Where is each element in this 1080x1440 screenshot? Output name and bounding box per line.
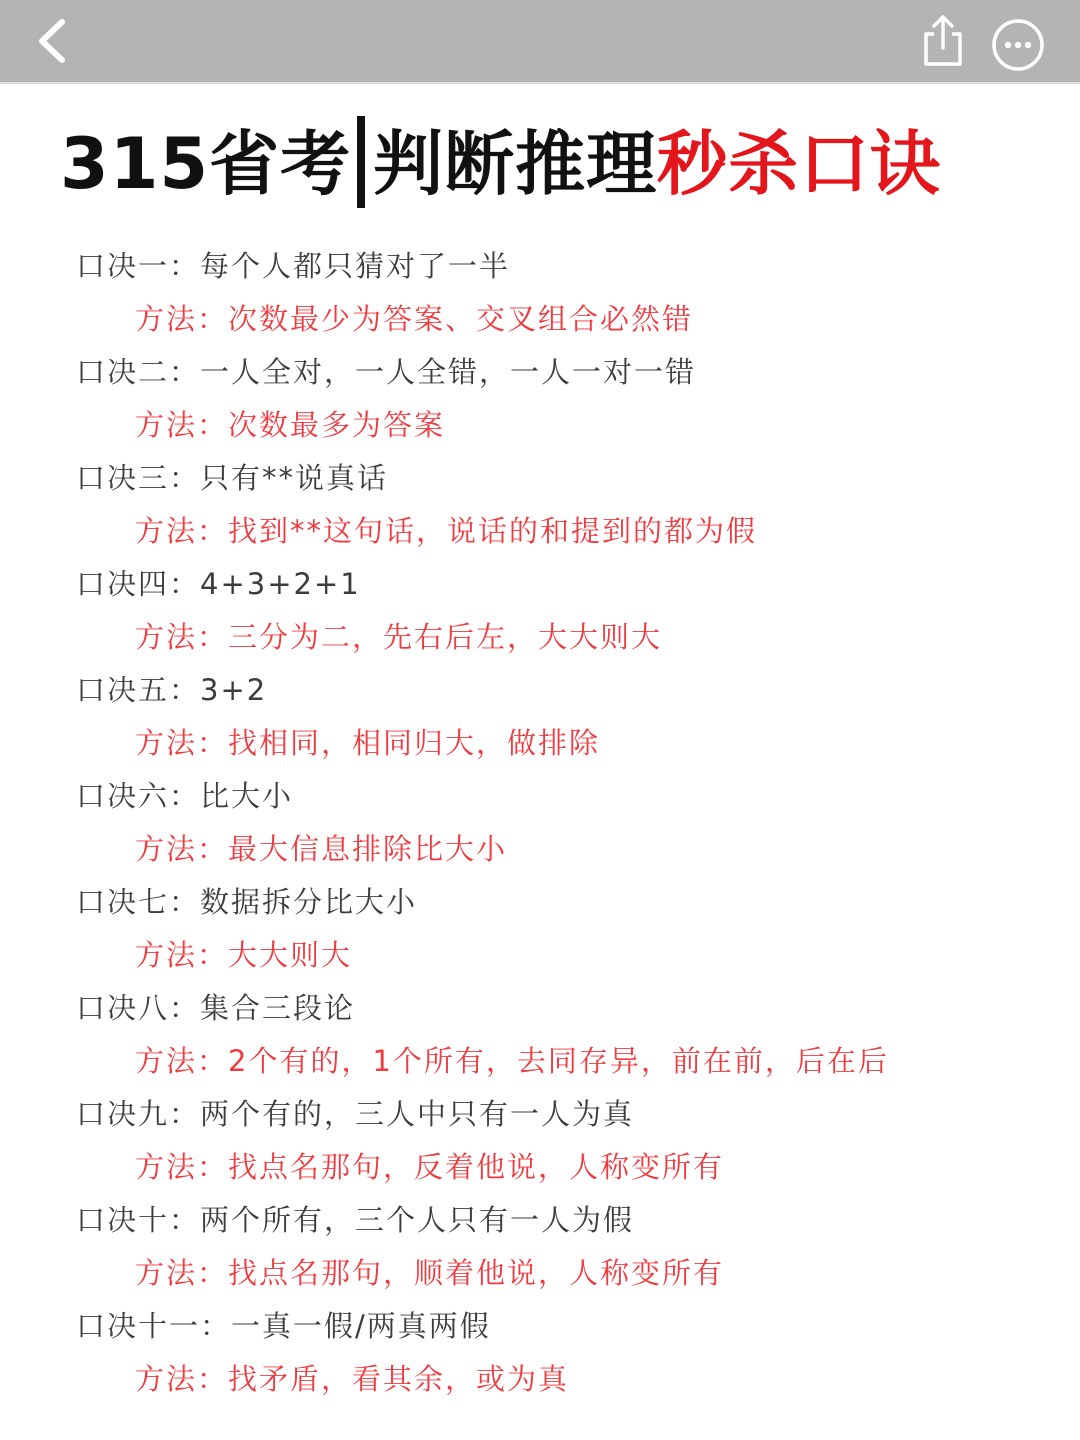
tip-method: 方法：三分为二，先右后左，大大则大 — [135, 620, 663, 654]
tip-method: 方法：找点名那句，顺着他说，人称变所有 — [135, 1256, 725, 1290]
tip-heading: 口决四：4+3+2+1 — [76, 567, 361, 601]
tip-method: 方法：找点名那句，反着他说，人称变所有 — [135, 1150, 725, 1184]
list-item — [0, 664, 1080, 770]
tip-heading: 口决八：集合三段论 — [76, 991, 356, 1025]
list-item — [0, 240, 1080, 346]
list-item — [0, 558, 1080, 664]
back-button[interactable] — [22, 8, 88, 74]
list-item — [0, 346, 1080, 452]
tip-method: 方法：2个有的，1个所有，去同存异，前在前，后在后 — [135, 1044, 889, 1078]
list-item — [0, 982, 1080, 1088]
tip-method: 方法：次数最多为答案 — [135, 408, 446, 442]
tip-method: 方法：找到**这句话，说话的和提到的都为假 — [135, 514, 758, 548]
tip-method: 方法：最大信息排除比大小 — [135, 832, 508, 866]
more-dots-icon — [990, 17, 1046, 73]
title-part-topic: 判断推理 — [373, 123, 658, 205]
tip-heading: 口决六：比大小 — [76, 779, 294, 813]
tip-method: 方法：找矛盾，看其余，或为真 — [135, 1362, 570, 1396]
tip-heading: 口决七：数据拆分比大小 — [76, 885, 418, 919]
tip-method: 方法：次数最少为答案、交叉组合必然错 — [135, 302, 694, 336]
more-options-button[interactable] — [990, 17, 1046, 73]
tips-list — [0, 240, 1080, 1406]
list-item — [0, 876, 1080, 982]
title-part-exam: 315省考 — [60, 123, 352, 205]
tip-heading: 口决九：两个有的，三人中只有一人为真 — [76, 1097, 635, 1131]
title-part-highlight: 秒杀口诀 — [657, 123, 942, 205]
tip-heading: 口决二：一人全对，一人全错，一人一对一错 — [76, 355, 697, 389]
share-icon — [916, 12, 970, 70]
list-item — [0, 770, 1080, 876]
tip-method: 方法：找相同，相同归大，做排除 — [135, 726, 601, 760]
tip-heading: 口决三：只有**说真话 — [76, 461, 389, 495]
tip-heading: 口决一：每个人都只猜对了一半 — [76, 249, 511, 283]
top-navigation-bar — [0, 0, 1080, 84]
list-item — [0, 1194, 1080, 1300]
list-item — [0, 452, 1080, 558]
list-item — [0, 1088, 1080, 1194]
tip-heading: 口决五：3+2 — [76, 673, 268, 707]
page-title — [60, 112, 1040, 216]
tip-heading: 口决十一：一真一假/两真两假 — [76, 1309, 491, 1343]
tip-method: 方法：大大则大 — [135, 938, 353, 972]
chevron-left-icon — [22, 8, 88, 74]
share-button[interactable] — [916, 12, 970, 70]
list-item — [0, 1300, 1080, 1406]
tip-heading: 口决十：两个所有，三个人只有一人为假 — [76, 1203, 635, 1237]
title-divider — [357, 116, 365, 208]
